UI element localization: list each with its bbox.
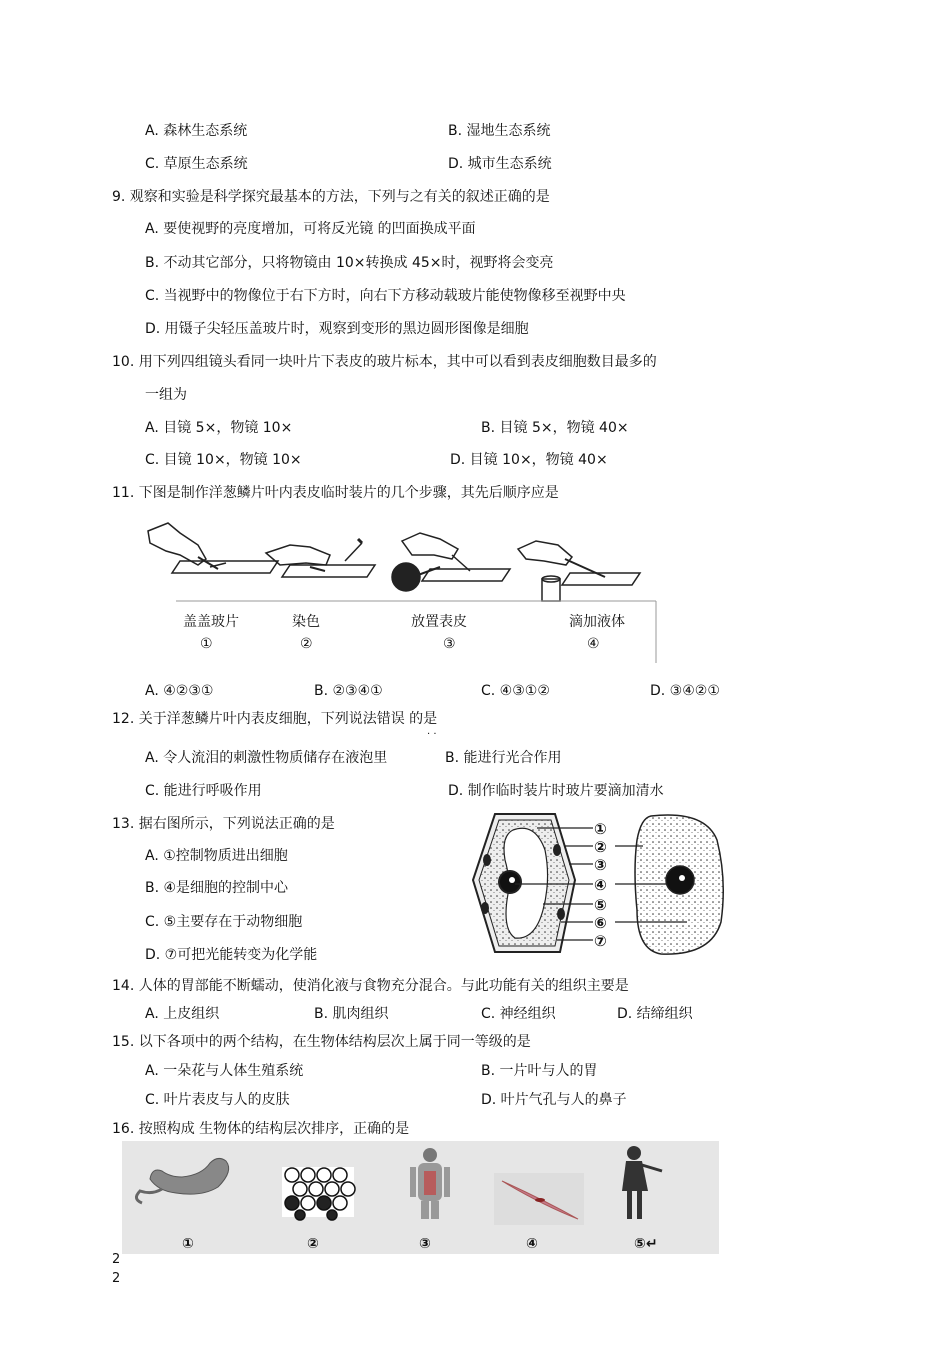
q14-option-d: D. 结缔组织 <box>617 1006 693 1022</box>
muscle-cell-illustration <box>494 1173 584 1225</box>
q13-option-d: D. ⑦可把光能转变为化学能 <box>145 947 318 963</box>
step3-number: ③ <box>443 636 456 652</box>
q8-option-a: A. 森林生态系统 <box>145 123 248 139</box>
q10-option-d: D. 目镜 10×，物镜 40× <box>450 452 608 468</box>
step3-label: 放置表皮 <box>411 614 467 630</box>
step2-number: ② <box>300 636 313 652</box>
step2-label: 染色 <box>292 614 320 630</box>
q11-option-b: B. ②③④① <box>314 683 383 699</box>
step1-label: 盖盖玻片 <box>183 614 239 630</box>
step4-number: ④ <box>587 636 600 652</box>
staining-step-illustration <box>266 539 375 577</box>
page-mark-1: 2 <box>112 1252 121 1267</box>
q13-stem: 13. 据右图所示，下列说法正确的是 <box>112 816 335 832</box>
placing-epidermis-step-illustration <box>392 533 510 591</box>
cell-label-3: ③ <box>594 856 607 874</box>
cell-structure-diagram <box>465 810 735 960</box>
q13-option-c: C. ⑤主要存在于动物细胞 <box>145 914 303 930</box>
q9-option-b: B. 不动其它部分，只将物镜由 10×转换成 45×时，视野将会变亮 <box>145 255 554 271</box>
q14-option-a: A. 上皮组织 <box>145 1006 220 1022</box>
step1-number: ① <box>200 636 213 652</box>
emphasis-dots: . . <box>427 726 437 737</box>
cell-label-2: ② <box>594 838 607 856</box>
cell-label-1: ① <box>594 820 607 838</box>
slide-preparation-figure <box>140 515 660 665</box>
step4-label: 滴加液体 <box>569 614 625 630</box>
page-mark-2: 2 <box>112 1271 121 1286</box>
q15-option-a: A. 一朵花与人体生殖系统 <box>145 1063 304 1079</box>
structure-label-4: ④ <box>526 1236 538 1252</box>
q15-option-c: C. 叶片表皮与人的皮肤 <box>145 1092 290 1108</box>
q9-option-a: A. 要使视野的亮度增加，可将反光镜 的凹面换成平面 <box>145 221 476 237</box>
cell-label-7: ⑦ <box>594 932 607 950</box>
structure-levels-figure <box>122 1141 719 1254</box>
cover-slip-step-illustration <box>148 523 278 573</box>
cell-label-5: ⑤ <box>594 896 607 914</box>
structure-label-3: ③ <box>419 1236 431 1252</box>
q8-option-c: C. 草原生态系统 <box>145 156 248 172</box>
q14-option-c: C. 神经组织 <box>481 1006 556 1022</box>
q12-option-c: C. 能进行呼吸作用 <box>145 783 262 799</box>
q12-option-b: B. 能进行光合作用 <box>445 750 562 766</box>
q13-option-b: B. ④是细胞的控制中心 <box>145 880 289 896</box>
q9-stem: 9. 观察和实验是科学探究最基本的方法，下列与之有关的叙述正确的是 <box>112 189 550 205</box>
structure-label-1: ① <box>182 1236 194 1252</box>
q15-stem: 15. 以下各项中的两个结构，在生物体结构层次上属于同一等级的是 <box>112 1034 531 1050</box>
q11-option-d: D. ③④②① <box>650 683 720 699</box>
tissue-illustration <box>282 1167 355 1220</box>
cell-label-6: ⑥ <box>594 914 607 932</box>
plant-cell <box>473 814 575 952</box>
q11-option-a: A. ④②③① <box>145 683 214 699</box>
q13-option-a: A. ①控制物质进出细胞 <box>145 848 288 864</box>
q10-option-b: B. 目镜 5×，物镜 40× <box>481 420 629 436</box>
q11-option-c: C. ④③①② <box>481 683 550 699</box>
structure-label-5: ⑤↵ <box>634 1236 658 1252</box>
q8-option-b: B. 湿地生态系统 <box>448 123 551 139</box>
adding-liquid-step-illustration <box>518 541 640 601</box>
q9-option-d: D. 用镊子尖轻压盖玻片时，观察到变形的黑边圆形图像是细胞 <box>145 321 529 337</box>
cell-label-4: ④ <box>594 876 607 894</box>
q10-option-a: A. 目镜 5×，物镜 10× <box>145 420 293 436</box>
q12-option-d: D. 制作临时装片时玻片要滴加清水 <box>448 783 664 799</box>
q10-stem-line1: 10. 用下列四组镜头看同一块叶片下表皮的玻片标本，其中可以看到表皮细胞数目最多的 <box>112 354 657 370</box>
q12-stem: 12. 关于洋葱鳞片叶内表皮细胞，下列说法错误 的是 <box>112 711 438 727</box>
q10-stem-line2: 一组为 <box>145 387 187 403</box>
q12-option-a: A. 令人流泪的刺激性物质储存在液泡里 <box>145 750 388 766</box>
q14-stem: 14. 人体的胃部能不断蠕动，使消化液与食物充分混合。与此功能有关的组织主要是 <box>112 978 629 994</box>
q8-option-d: D. 城市生态系统 <box>448 156 552 172</box>
structure-label-2: ② <box>307 1236 319 1252</box>
q16-stem: 16. 按照构成 生物体的结构层次排序，正确的是 <box>112 1121 410 1137</box>
q10-option-c: C. 目镜 10×，物镜 10× <box>145 452 302 468</box>
q9-option-c: C. 当视野中的物像位于右下方时，向右下方移动载玻片能使物像移至视野中央 <box>145 288 626 304</box>
q14-option-b: B. 肌肉组织 <box>314 1006 389 1022</box>
q15-option-b: B. 一片叶与人的胃 <box>481 1063 598 1079</box>
q11-stem: 11. 下图是制作洋葱鳞片叶内表皮临时装片的几个步骤，其先后顺序应是 <box>112 485 559 501</box>
animal-cell <box>635 815 723 954</box>
q15-option-d: D. 叶片气孔与人的鼻子 <box>481 1092 627 1108</box>
